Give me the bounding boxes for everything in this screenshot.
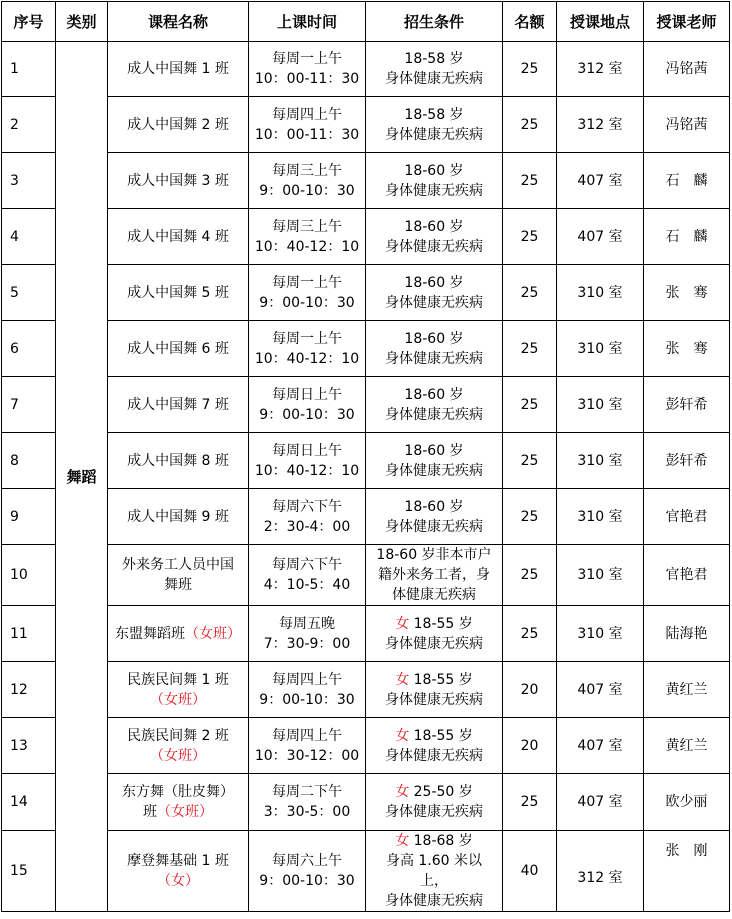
teacher-cell: 官艳君 xyxy=(644,489,730,545)
location-cell: 312 室 xyxy=(557,42,644,97)
quota-cell: 25 xyxy=(503,433,557,489)
course-name-cell xyxy=(108,774,249,831)
location-cell: 310 室 xyxy=(557,377,644,433)
conditions-text: 18-60 岁 身体健康无疾病 xyxy=(385,162,483,199)
table-row xyxy=(2,489,730,545)
time-cell: 每周一上午 9：00-10：30 xyxy=(249,265,366,321)
teacher-cell: 陆海艳 xyxy=(644,606,730,662)
header-index: 序号 xyxy=(2,2,56,42)
course-name: 民族民间舞 2 班 xyxy=(127,727,229,744)
course-name: 民族民间舞 1 班 xyxy=(127,671,229,688)
header-time: 上课时间 xyxy=(249,2,366,42)
course-tag: （女班） xyxy=(150,747,206,764)
table-row xyxy=(2,718,730,774)
location-cell xyxy=(557,831,644,912)
course-name: 成人中国舞 3 班 xyxy=(127,172,229,189)
conditions-text: 18-60 岁 身体健康无疾病 xyxy=(385,386,483,423)
conditions-text: 18-58 岁 身体健康无疾病 xyxy=(385,51,483,87)
course-name-cell xyxy=(108,42,249,97)
conditions-text: 25-50 岁 身体健康无疾病 xyxy=(385,784,483,820)
conditions-text: 18-60 岁 身体健康无疾病 xyxy=(385,218,483,255)
table-row xyxy=(2,662,730,718)
teacher-cell xyxy=(644,831,730,912)
conditions-cell xyxy=(366,153,503,209)
conditions-cell xyxy=(366,718,503,774)
conditions-cell xyxy=(366,433,503,489)
table-row xyxy=(2,209,730,265)
header-location: 授课地点 xyxy=(557,2,644,42)
conditions-cell xyxy=(366,265,503,321)
header-row xyxy=(2,2,730,42)
course-name-cell xyxy=(108,209,249,265)
time-cell: 每周二下午 3：30-5：00 xyxy=(249,774,366,831)
conditions-text: 18-58 岁 身体健康无疾病 xyxy=(385,106,483,143)
table-row xyxy=(2,42,730,97)
location-cell: 407 室 xyxy=(557,718,644,774)
time-cell: 每周六下午 2：30-4：00 xyxy=(249,489,366,545)
course-name: 成人中国舞 5 班 xyxy=(127,284,229,301)
category-cell: 舞蹈 xyxy=(56,42,108,912)
conditions-cell xyxy=(366,662,503,718)
quota-cell: 40 xyxy=(503,831,557,912)
quota-cell: 25 xyxy=(503,321,557,377)
quota-cell: 25 xyxy=(503,774,557,831)
teacher-cell: 彭轩希 xyxy=(644,377,730,433)
table-row xyxy=(2,606,730,662)
gender-tag: 女 xyxy=(395,615,410,632)
course-name-cell xyxy=(108,489,249,545)
course-tag: （女班） xyxy=(185,625,241,642)
conditions-text: 18-55 岁 身体健康无疾病 xyxy=(385,671,483,708)
teacher-cell: 石 麟 xyxy=(644,209,730,265)
conditions-cell xyxy=(366,377,503,433)
location-cell: 407 室 xyxy=(557,774,644,831)
course-name: 摩登舞基础 1 班 xyxy=(127,853,229,869)
course-name-cell xyxy=(108,377,249,433)
row-index: 2 xyxy=(2,97,56,153)
header-teacher: 授课老师 xyxy=(644,2,730,42)
location-cell: 407 室 xyxy=(557,209,644,265)
time-cell: 每周四上午 9：00-10：30 xyxy=(249,662,366,718)
conditions-text: 18-55 岁 身体健康无疾病 xyxy=(385,727,483,764)
location-cell: 310 室 xyxy=(557,606,644,662)
course-tag: （女） xyxy=(157,873,199,889)
table-row xyxy=(2,774,730,831)
conditions-text: 18-60 岁 身体健康无疾病 xyxy=(385,330,483,367)
course-tag: （女班） xyxy=(150,691,206,708)
gender-tag: 女 xyxy=(395,727,410,744)
time-cell: 每周一上午 10：40-12：10 xyxy=(249,321,366,377)
time-cell: 每周日上午 10：40-12：10 xyxy=(249,433,366,489)
course-name-cell xyxy=(108,321,249,377)
time-cell: 每周三上午 10：40-12：10 xyxy=(249,209,366,265)
quota-cell: 25 xyxy=(503,545,557,606)
location-cell: 310 室 xyxy=(557,433,644,489)
course-name: 成人中国舞 2 班 xyxy=(127,116,229,133)
course-name-cell xyxy=(108,265,249,321)
conditions-cell xyxy=(366,42,503,97)
time-cell: 每周六下午 4：10-5：40 xyxy=(249,545,366,606)
table-row xyxy=(2,153,730,209)
gender-tag: 女 xyxy=(395,671,410,688)
teacher-cell: 石 麟 xyxy=(644,153,730,209)
course-name: 东盟舞蹈班 xyxy=(115,625,185,642)
time-cell: 每周三上午 9：00-10：30 xyxy=(249,153,366,209)
conditions-text: 18-60 岁非本市户 籍外来务工者，身 体健康无疾病 xyxy=(376,547,492,603)
header-conditions: 招生条件 xyxy=(366,2,503,42)
course-name-cell xyxy=(108,153,249,209)
table-row xyxy=(2,545,730,606)
conditions-cell xyxy=(366,545,503,606)
quota-cell: 25 xyxy=(503,153,557,209)
quota-cell: 25 xyxy=(503,377,557,433)
row-index: 4 xyxy=(2,209,56,265)
location-cell: 310 室 xyxy=(557,545,644,606)
quota-cell: 25 xyxy=(503,209,557,265)
conditions-text: 18-60 岁 身体健康无疾病 xyxy=(385,274,483,311)
row-index: 14 xyxy=(2,774,56,831)
teacher-cell: 黄红兰 xyxy=(644,662,730,718)
course-name: 成人中国舞 7 班 xyxy=(127,396,229,413)
course-name-cell xyxy=(108,831,249,912)
location-cell: 310 室 xyxy=(557,321,644,377)
course-name: 外来务工人员中国 舞班 xyxy=(122,557,234,593)
row-index: 11 xyxy=(2,606,56,662)
teacher-cell: 官艳君 xyxy=(644,545,730,606)
conditions-cell xyxy=(366,831,503,912)
location-text: 312 室 xyxy=(577,870,623,886)
row-index: 12 xyxy=(2,662,56,718)
teacher-cell: 张 骞 xyxy=(644,265,730,321)
conditions-text: 18-55 岁 身体健康无疾病 xyxy=(385,615,483,652)
quota-cell: 25 xyxy=(503,606,557,662)
quota-cell: 20 xyxy=(503,662,557,718)
header-category: 类别 xyxy=(56,2,108,42)
course-name-cell xyxy=(108,718,249,774)
course-name-cell xyxy=(108,97,249,153)
time-cell: 每周四上午 10：30-12：00 xyxy=(249,718,366,774)
table-header xyxy=(2,2,730,42)
course-name-cell xyxy=(108,433,249,489)
conditions-cell xyxy=(366,321,503,377)
conditions-cell xyxy=(366,97,503,153)
teacher-cell: 冯铭茜 xyxy=(644,42,730,97)
conditions-text: 18-60 岁 身体健康无疾病 xyxy=(385,442,483,479)
table-row xyxy=(2,377,730,433)
time-cell: 每周四上午 10：00-11：30 xyxy=(249,97,366,153)
row-index: 8 xyxy=(2,433,56,489)
row-index: 1 xyxy=(2,42,56,97)
location-cell: 310 室 xyxy=(557,265,644,321)
course-name: 成人中国舞 8 班 xyxy=(127,452,229,469)
table-row xyxy=(2,433,730,489)
time-cell: 每周六上午 9：00-10：30 xyxy=(249,831,366,912)
quota-cell: 25 xyxy=(503,489,557,545)
teacher-cell: 冯铭茜 xyxy=(644,97,730,153)
table-row xyxy=(2,265,730,321)
conditions-cell xyxy=(366,489,503,545)
table-row xyxy=(2,97,730,153)
row-index: 6 xyxy=(2,321,56,377)
teacher-name: 张 刚 xyxy=(665,843,708,859)
quota-cell: 25 xyxy=(503,265,557,321)
conditions-text: 18-60 岁 身体健康无疾病 xyxy=(385,498,483,535)
gender-tag: 女 xyxy=(395,784,410,800)
header-course-name: 课程名称 xyxy=(108,2,249,42)
row-index: 10 xyxy=(2,545,56,606)
location-cell: 407 室 xyxy=(557,662,644,718)
header-quota: 名额 xyxy=(503,2,557,42)
course-name: 成人中国舞 9 班 xyxy=(127,508,229,525)
row-index: 3 xyxy=(2,153,56,209)
time-cell: 每周一上午 10：00-11：30 xyxy=(249,42,366,97)
teacher-cell: 欧少丽 xyxy=(644,774,730,831)
conditions-cell xyxy=(366,606,503,662)
table-row xyxy=(2,831,730,912)
course-name: 成人中国舞 1 班 xyxy=(127,61,229,77)
row-index: 15 xyxy=(2,831,56,912)
time-cell: 每周日上午 9：00-10：30 xyxy=(249,377,366,433)
location-cell: 407 室 xyxy=(557,153,644,209)
table-body xyxy=(2,42,730,912)
conditions-text: 18-68 岁 身高 1.60 米以 上， 身体健康无疾病 xyxy=(385,833,483,909)
course-tag: （女班） xyxy=(157,804,213,820)
table-row xyxy=(2,321,730,377)
location-cell: 312 室 xyxy=(557,97,644,153)
teacher-cell: 黄红兰 xyxy=(644,718,730,774)
row-index: 7 xyxy=(2,377,56,433)
quota-cell: 25 xyxy=(503,42,557,97)
teacher-cell: 彭轩希 xyxy=(644,433,730,489)
course-name-cell xyxy=(108,545,249,606)
teacher-cell: 张 骞 xyxy=(644,321,730,377)
row-index: 5 xyxy=(2,265,56,321)
quota-cell: 20 xyxy=(503,718,557,774)
row-index: 13 xyxy=(2,718,56,774)
time-cell: 每周五晚 7：30-9：00 xyxy=(249,606,366,662)
gender-tag: 女 xyxy=(395,833,410,849)
course-name: 成人中国舞 6 班 xyxy=(127,340,229,357)
quota-cell: 25 xyxy=(503,97,557,153)
location-cell: 310 室 xyxy=(557,489,644,545)
course-name-cell xyxy=(108,606,249,662)
course-name: 东方舞（肚皮舞） 班 xyxy=(122,784,234,820)
row-index: 9 xyxy=(2,489,56,545)
course-name-cell xyxy=(108,662,249,718)
conditions-cell xyxy=(366,774,503,831)
course-table xyxy=(1,1,730,912)
conditions-cell xyxy=(366,209,503,265)
course-name: 成人中国舞 4 班 xyxy=(127,228,229,245)
